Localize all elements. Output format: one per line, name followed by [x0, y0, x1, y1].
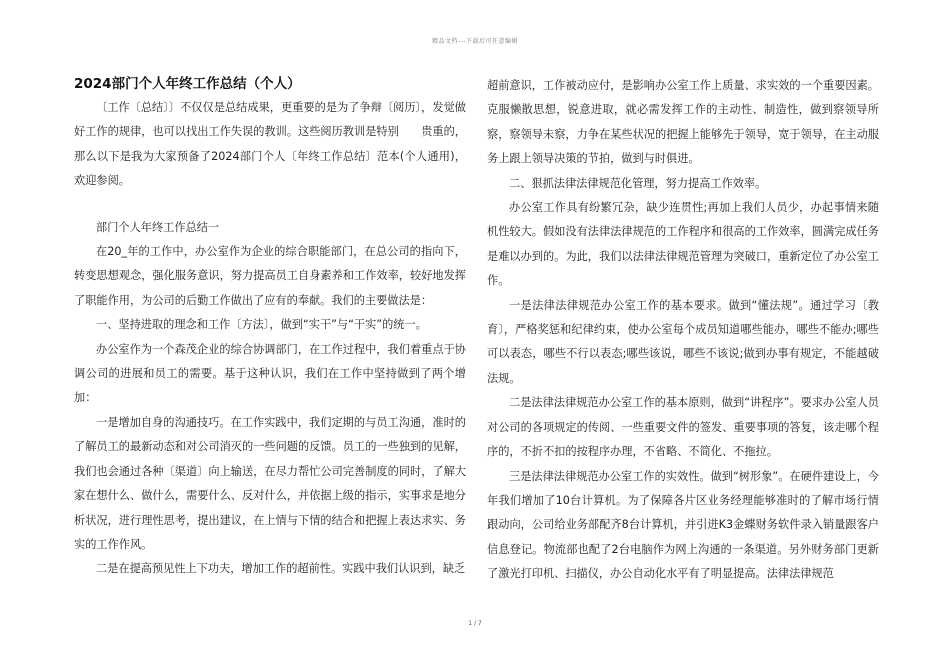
body-paragraph: 三是法律法律规范办公室工作的实效性。做到“树形象”。在硬件建设上，今年我们增加了10台计算机。为了保障各片区业务经理能够准时的了解市场行情跟动向，公司给业务部配齐8台计算机，并引进K3金蝶财务软件录入销量跟客户信息登记。物流部也配了2台电脑作为网上沟通的一条渠道。另外财务部门更新了激光打印机、扫描仪，办公自动化水平有了明显提高。法律法律规范 — [487, 469, 879, 581]
page-number: 1 / 7 — [468, 620, 482, 627]
body-paragraph: 办公室作为一个森茂企业的综合协调部门，在工作过程中，我们着重点于协调公司的进展和员工的需要。基于这种认识，我们在工作中坚持做到了两个增加： — [74, 342, 466, 405]
body-paragraph: 一是增加自身的沟通技巧。在工作实践中，我们定期的与员工沟通，准时的了解员工的最新动态和对公司消灭的一些问题的反馈。员工的一些独到的见解，我们也会通过各种〔渠道〕向上输送，在尽力帮忙公司完善制度的同时，了解大家在想什么、做什么，需要什么、反对什么，并依据上级的指示，实事求是地分析状况，进行理性思考，提出建议，在上情与下情的结合和把握上表达求实、务实的工作作风。 — [74, 415, 466, 551]
body-paragraph: 办公室工作具有纷繁冗杂，缺少连贯性;再加上我们人员少，办起事情来随机性较大。假如没有法律法律规范的工作程序和很高的工作效率，圆满完成任务是难以办到的。为此，我们以法律法律规范管理为突破口，重新定位了办公室工作。 — [487, 201, 879, 288]
page-header: 精品文档---下载后可任意编辑 — [432, 38, 518, 45]
intro-paragraph: 〔工作〔总结〕〕不仅仅是总结成果，更重要的是为了争辩〔阅历〕，发觉做好工作的规律，也可以找出工作失误的教训。这些阅历教训是特别 贵重的，那么以下是我为大家预备了2024部门个人〔年终工作总结〕范本(个人通用)，欢迎参阅。 — [74, 101, 466, 188]
paragraph-spacer — [74, 194, 466, 216]
section-heading: 部门个人年终工作总结一 — [96, 220, 220, 234]
body-paragraph: 在20_年的工作中，办公室作为企业的综合职能部门，在总公司的指向下，转变思想观念，强化服务意识，努力提高员工自身素养和工作效率，较好地发挥了职能作用，为公司的后勤工作做出了应有的奉献。我们的主要做法是： — [74, 245, 466, 307]
document-title: 2024部门个人年终工作总结（个人） — [74, 76, 301, 92]
body-paragraph: 二是在提高预见性上下功夫，增加工作的超前性。实践中我们认识到，缺乏 — [96, 562, 466, 576]
left-column — [74, 72, 466, 582]
body-paragraph: 二是法律法律规范办公室工作的基本原则，做到“讲程序”。要求办公室人员对公司的各项规定的传阅、一些重要文件的签发、重要事项的答复，该走哪个程序的，不折不扣的按程序办理，不省略、不简化、不拖拉。 — [487, 396, 879, 459]
body-paragraph: 一、坚持进取的理念和工作〔方法〕，做到“实干”与“干实”的统一。 — [96, 318, 427, 332]
body-paragraph: 超前意识，工作被动应付，是影响办公室工作上质量、求实效的一个重要因素。克服懒散思想，锐意进取，就必需发挥工作的主动性、制造性，做到察领导所察，察领导未察，力争在某些状况的把握上能够先于领导，宽于领导，在主动服务上跟上领导决策的节拍，做到与时俱进。 — [487, 79, 879, 166]
body-paragraph: 二、狠抓法律法律规范化管理，努力提高工作效率。 — [509, 176, 767, 190]
body-paragraph: 一是法律法律规范办公室工作的基本要求。做到“懂法规”。通过学习〔教育〕，严格奖惩和纪律约束，使办公室每个成员知道哪些能办，哪些不能办;哪些可以表态，哪些不行以表态;哪些该说，哪些不该说;做到办事有规定，不能越破法规。 — [487, 298, 879, 385]
right-column — [487, 74, 879, 587]
